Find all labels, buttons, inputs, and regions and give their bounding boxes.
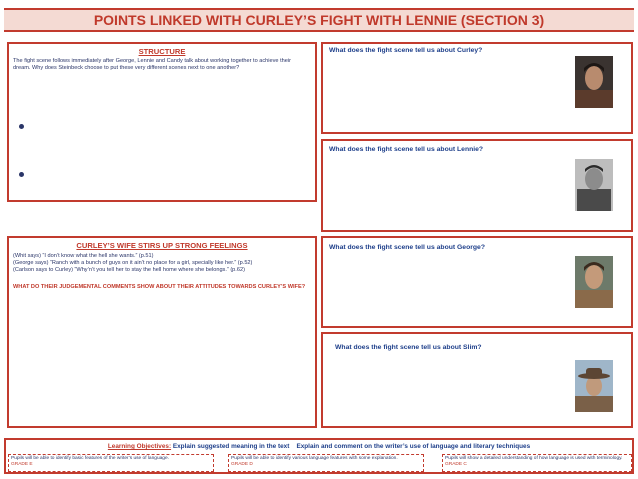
structure-box: [7, 42, 317, 202]
bullet-point-1: [19, 124, 24, 129]
lennie-photo: [575, 159, 613, 211]
quote-george: (George says) “Ranch with a bunch of guys on it ain’t no place for a girl, specially like her.” (p.52): [13, 260, 253, 267]
curley-photo: [575, 56, 613, 108]
bullet-point-2: [19, 172, 24, 177]
wife-quotes: [13, 253, 313, 275]
structure-text: The fight scene follows immediately after George, Lennie and Candy talk about working together to achieve their dream. Why does Steinbeck choose to put these very different scenes next to one another?: [13, 58, 291, 72]
lennie-question: What does the fight scene tell us about Lennie?: [329, 146, 484, 153]
curleys-wife-heading: CURLEY’S WIFE STIRS UP STRONG FEELINGS: [76, 241, 248, 250]
objective-2: Explain and comment on the writer’s use of language and literary techniques: [296, 443, 531, 450]
grade-e-cell: [8, 454, 214, 472]
grade-c-label: GRADE C: [445, 462, 467, 467]
objective-1: Explain suggested meaning in the text: [172, 443, 290, 450]
learning-objectives-bar: [4, 438, 634, 474]
curleys-wife-box: [7, 236, 317, 428]
learning-objectives-title: [6, 443, 632, 450]
grade-e-label: GRADE E: [11, 462, 33, 467]
george-photo: [575, 256, 613, 308]
grade-d-text: Pupils will be able to identify various language features with some explanation.: [231, 456, 398, 461]
title-banner: [4, 8, 634, 32]
lennie-question-box: [321, 139, 633, 232]
curley-question-box: [321, 42, 633, 134]
structure-heading: STRUCTURE: [138, 47, 186, 56]
curley-question: What does the fight scene tell us about Curley?: [329, 47, 483, 54]
grade-c-text: Pupils will show a detailed understanding of how language is used with terminology.: [445, 456, 623, 461]
page-title: POINTS LINKED WITH CURLEY’S FIGHT WITH LENNIE (SECTION 3): [93, 12, 545, 28]
slim-question-box: [321, 332, 633, 428]
wife-question: WHAT DO THEIR JUDGEMENTAL COMMENTS SHOW ABOUT THEIR ATTITUDES TOWARDS CURLEY’S WIFE?: [13, 284, 306, 290]
george-question: What does the fight scene tell us about George?: [329, 244, 485, 251]
quote-whit: (Whit says) “I don’t know what the hell she wants.” (p.51): [13, 253, 154, 259]
slim-photo: [575, 360, 613, 412]
grade-d-label: GRADE D: [231, 462, 253, 467]
quote-carlson: (Carlson says to Curley) “Why’n’t you tell her to stay the hell home where she belongs.” (p.62): [13, 267, 245, 274]
george-question-box: [321, 236, 633, 328]
learning-objectives-label: Learning Objectives:: [107, 443, 172, 450]
slim-question: What does the fight scene tell us about Slim?: [335, 344, 482, 351]
grade-e-text: Pupils will be able to identify basic features of the writer’s use of language.: [11, 456, 169, 461]
grade-d-cell: [228, 454, 424, 472]
grade-c-cell: [442, 454, 632, 472]
